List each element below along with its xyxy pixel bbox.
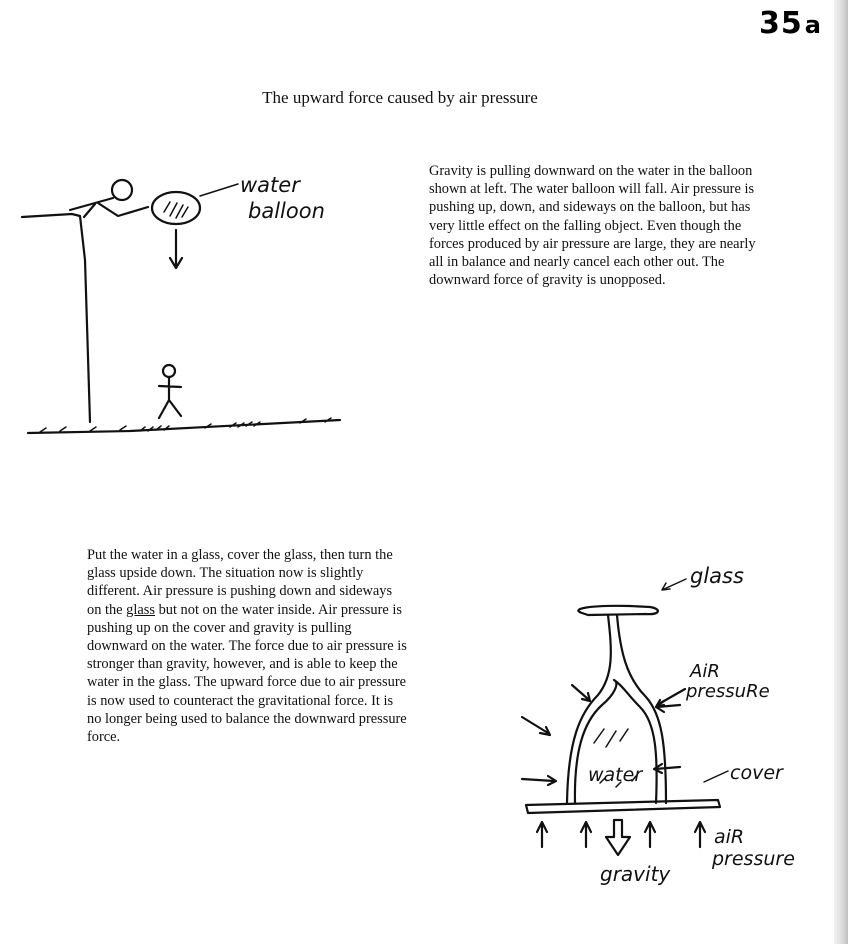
balloon-explanation-paragraph: Gravity is pulling downward on the water in the balloon shown at left. The water balloon will fall. Air pressure is pushing up, down, and sideways on the balloon, but has very little effect on the falling object. Even though the forces produced by air pressure are large, they are nearly all in balance and nearly cancel each other out. The downward force of gravity is unopposed. [429,163,756,289]
paragraph2-emphasis-glass: glass [126,601,155,618]
label-pressure-1: pressuRe [686,681,770,702]
page-number-main: 35 [759,6,803,41]
label-cover: cover [730,762,783,784]
page-number [759,6,822,41]
stick-figure-bystander [159,365,181,418]
inverted-glass-figure [510,555,830,895]
label-water: water [240,173,300,197]
cover-drawing [526,800,720,813]
label-water-inside: water [588,764,643,786]
water-balloon-drawing [152,184,238,224]
label-balloon: balloon [248,199,325,223]
label-glass: glass [690,564,744,588]
page-title: The upward force caused by air pressure [262,88,538,107]
label-air-2: aiR [714,826,745,848]
stick-figure-dropper [70,180,148,217]
ground-line [28,418,340,433]
paragraph2-text-after: but not on the water inside. Air pressure is pushing up on the cover and gravity is pulling downward on the water. The force due to air pressure is stronger than gravity, however, and is able to keep the water in the glass. The upward force due to air pressure is now used to counteract the gravitational force. It is no longer being used to balance the downward pressure force. [87,601,407,746]
label-pressure-2: pressure [712,848,795,870]
label-gravity: gravity [600,862,671,886]
gravity-arrow-icon [606,820,630,855]
page-edge-shadow [834,0,848,944]
glass-explanation-paragraph [87,546,407,746]
page-number-suffix: a [804,11,822,39]
building-ledge [22,214,90,422]
falling-balloon-figure [0,160,360,450]
label-air-1: AiR [690,661,720,682]
down-arrow-icon [170,230,182,268]
paragraph2-text-before: Put the water in a glass, cover the glass, then turn the glass upside down. The situation now is slightly different. Air pressure is pushing down and sideways on the [87,547,393,618]
